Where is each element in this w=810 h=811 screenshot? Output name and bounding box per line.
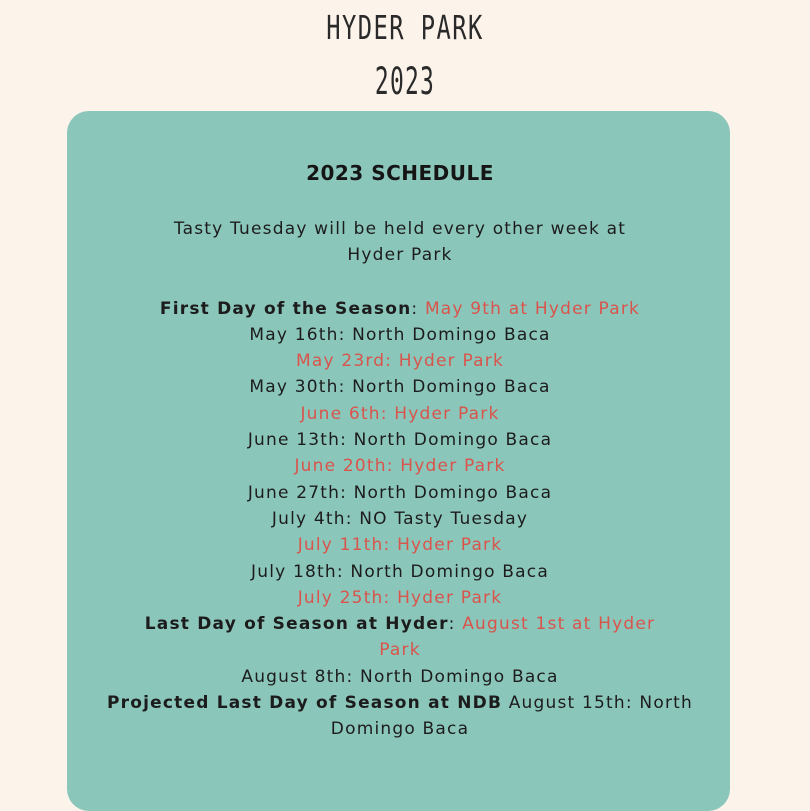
august-8-entry: August 8th: North Domingo Baca (241, 666, 559, 687)
projected-value: August 15th: North Domingo Baca (330, 693, 693, 740)
schedule-entry: July 18th: North Domingo Baca (251, 561, 549, 582)
projected-line (100, 690, 700, 743)
last-hyder-label: Last Day of Season at Hyder (144, 614, 449, 635)
header-year: 2023 (374, 60, 436, 103)
schedule-entry: June 13th: North Domingo Baca (247, 430, 553, 451)
first-day-label: First Day of the Season (159, 298, 412, 319)
schedule-entry: May 30th: North Domingo Baca (249, 377, 551, 398)
last-hyder-value: August 1st at Hyder Park (379, 614, 656, 661)
last-hyder-line (100, 611, 700, 664)
schedule-entry: May 23rd: Hyder Park (295, 351, 505, 372)
schedule-heading: 2023 SCHEDULE (306, 161, 494, 185)
schedule-entry: June 27th: North Domingo Baca (247, 482, 553, 503)
schedule-entry: May 16th: North Domingo Baca (249, 324, 551, 345)
first-day-sep: : (411, 298, 425, 319)
schedule-entry: July 25th: Hyder Park (297, 587, 503, 608)
last-hyder-sep: : (448, 614, 463, 635)
header-title: HYDER PARK (326, 8, 484, 47)
first-day-value: May 9th at Hyder Park (424, 298, 641, 319)
schedule-content (100, 216, 700, 743)
schedule-intro: Tasty Tuesday will be held every other week at Hyder Park (173, 219, 627, 266)
first-day-line (100, 296, 700, 322)
schedule-entry: June 20th: Hyder Park (294, 456, 506, 477)
schedule-entry: July 4th: NO Tasty Tuesday (271, 508, 529, 529)
schedule-entry: July 11th: Hyder Park (297, 535, 503, 556)
projected-label: Projected Last Day of Season at NDB (107, 693, 503, 714)
schedule-entry: June 6th: Hyder Park (300, 403, 500, 424)
